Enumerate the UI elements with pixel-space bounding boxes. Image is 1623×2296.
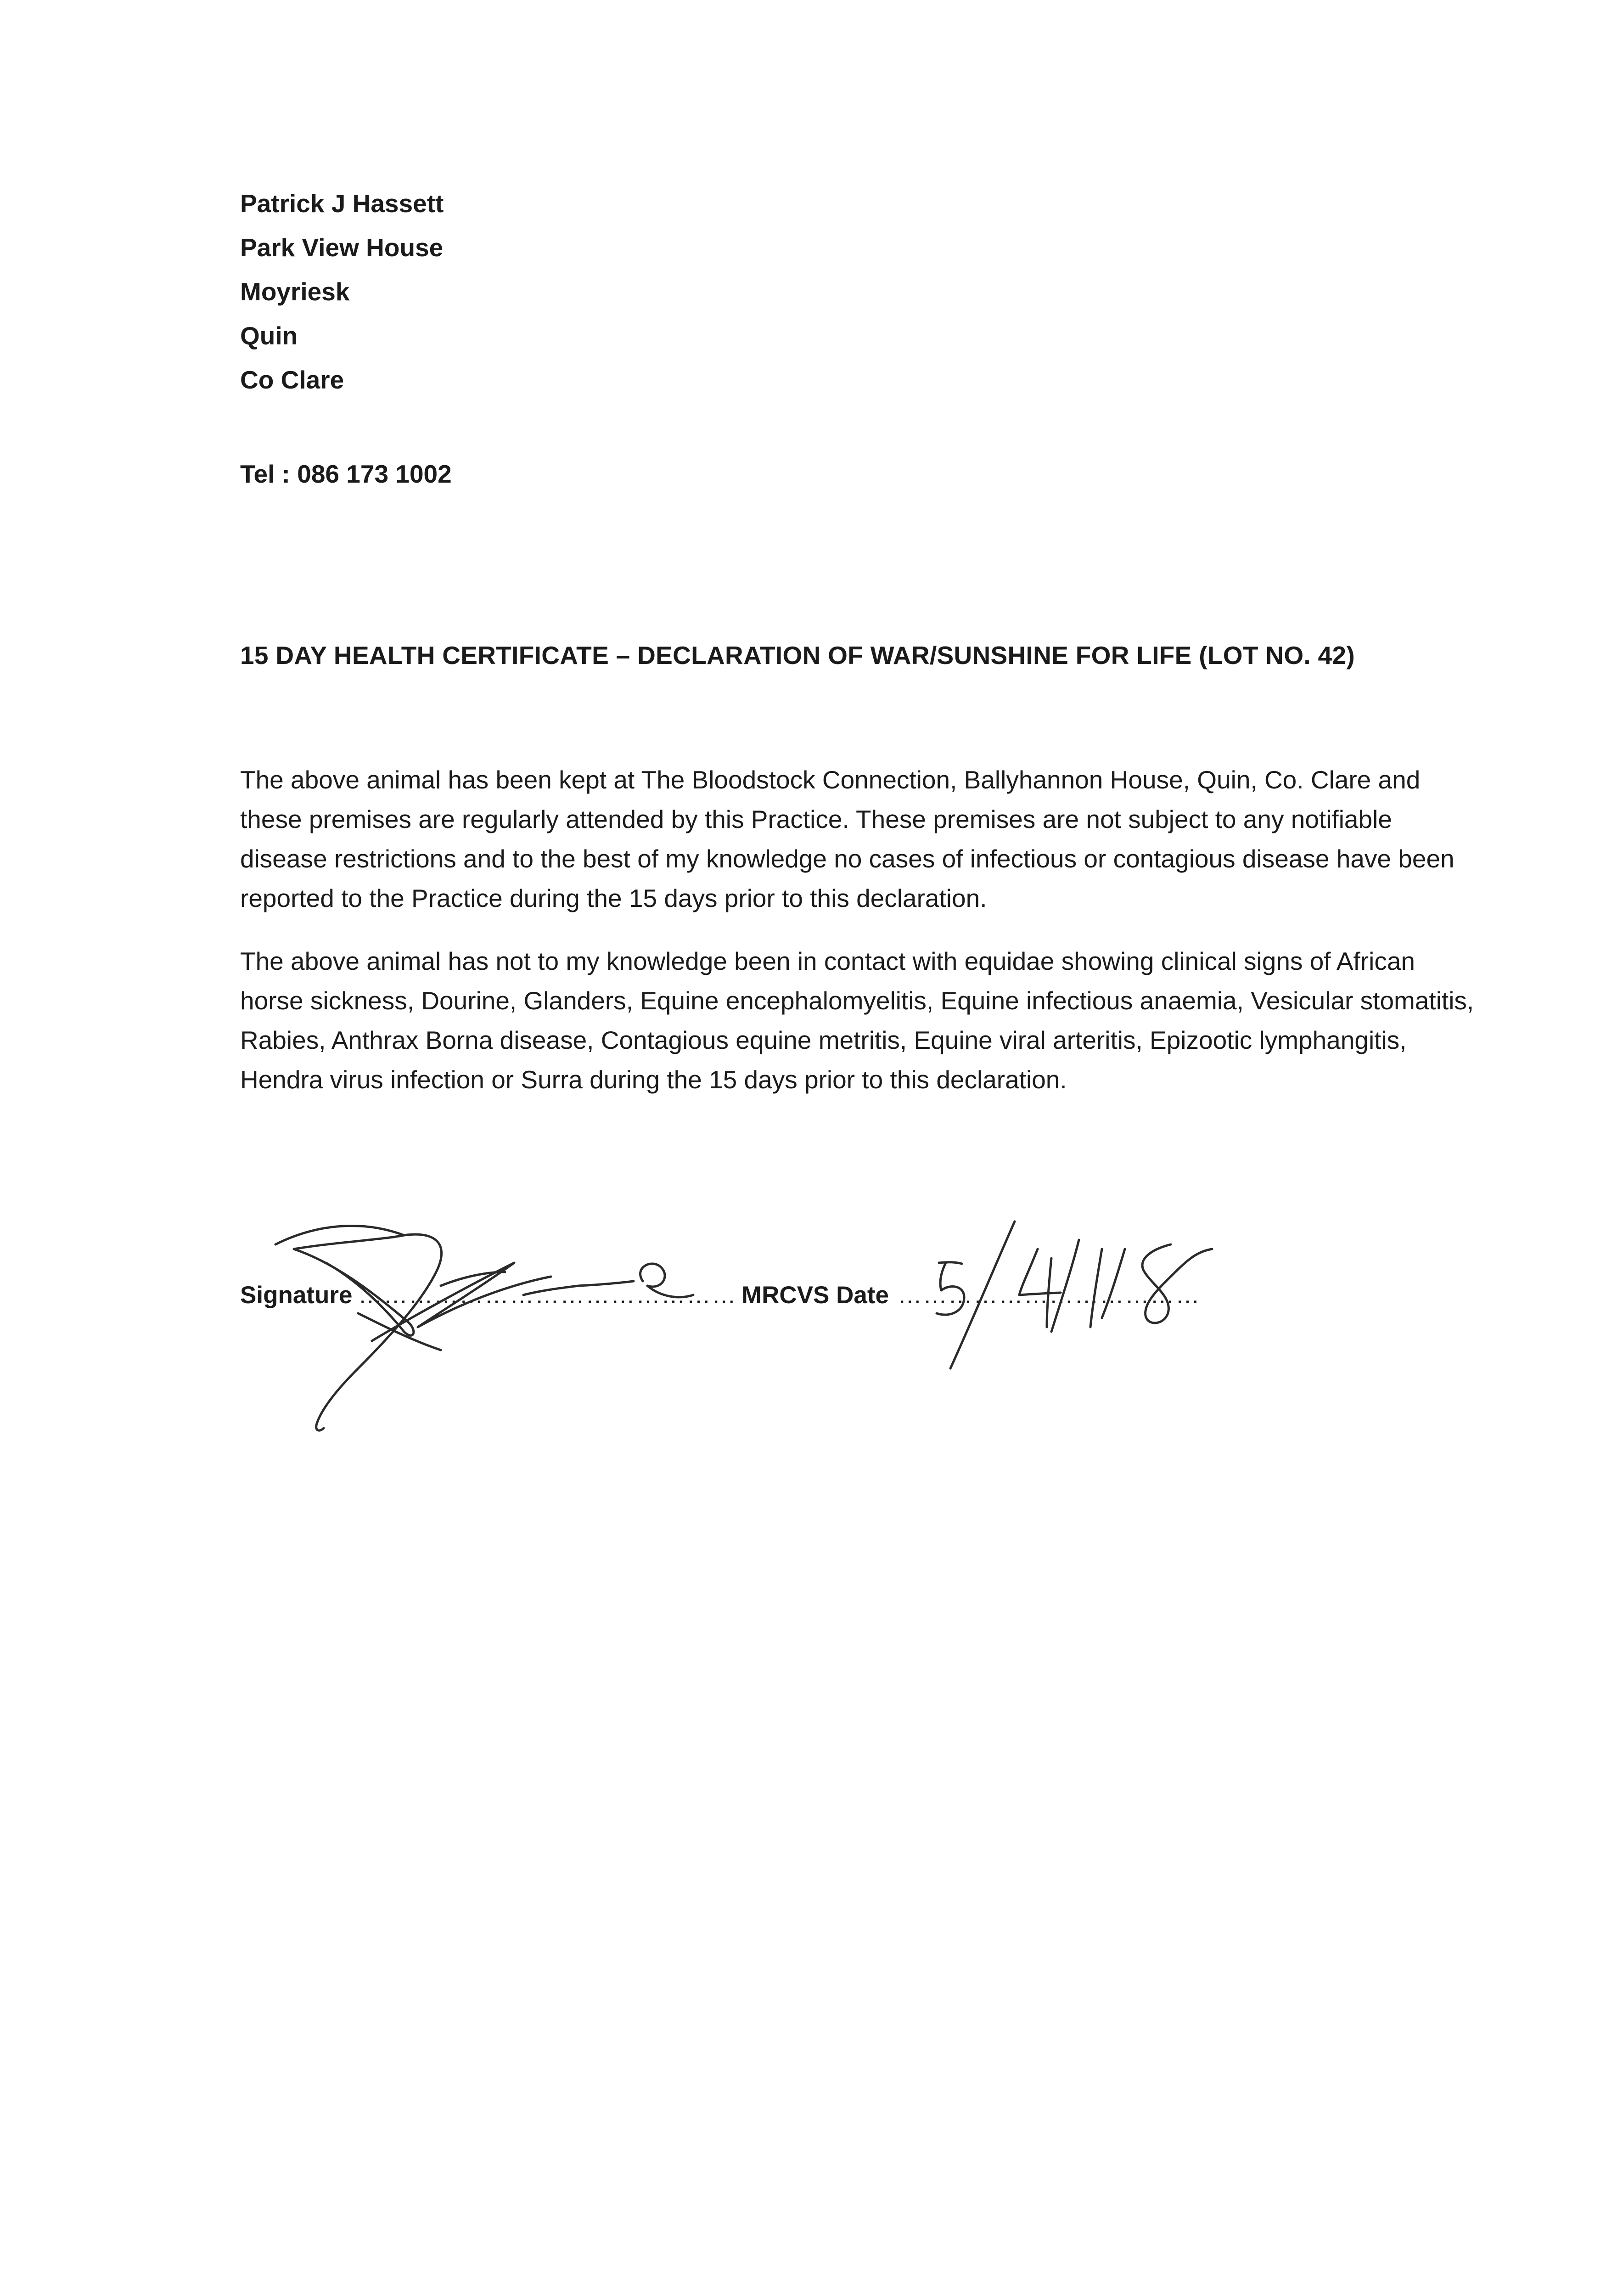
sender-address-block	[240, 181, 444, 402]
signature-dotted-line: ………………………………………	[358, 1282, 737, 1309]
handwritten-signature	[266, 1203, 725, 1442]
address-line-county: Co Clare	[240, 366, 344, 394]
date-label: MRCVS Date	[741, 1282, 889, 1309]
date-dotted-line: ………………………………	[898, 1282, 1201, 1309]
declaration-paragraph-contact: The above animal has not to my knowledge been in contact with equidae showing clinical signs of African horse sickness, Dourine, Glanders, Equine encephalomyelitis, Equine infectious anaemia, Vesicular stomatitis, Rabies, Anthrax Borna disease, Contagious equine metritis, Equine viral arteritis, Epizootic lymphangitis, Hendra virus infection or Surra during the 15 days prior to this declaration.	[240, 947, 1474, 1094]
handwritten-date	[914, 1203, 1235, 1378]
certificate-heading: 15 DAY HEALTH CERTIFICATE – DECLARATION OF WAR/SUNSHINE FOR LIFE (LOT NO. 42)	[240, 641, 1355, 670]
address-line-town: Quin	[240, 321, 298, 350]
telephone-line: Tel : 086 173 1002	[240, 460, 452, 488]
declaration-paragraph-premises: The above animal has been kept at The Bloodstock Connection, Ballyhannon House, Quin, Co. Clare and these premises are regularly attended by this Practice. These premises are not subject to any notifiable disease restrictions and to the best of my knowledge no cases of infectious or contagious disease have been reported to the Practice during the 15 days prior to this declaration.	[240, 765, 1455, 912]
address-line-townland: Moyriesk	[240, 277, 350, 306]
address-line-name: Patrick J Hassett	[240, 189, 444, 218]
address-line-house: Park View House	[240, 233, 444, 262]
signature-label: Signature	[240, 1282, 353, 1309]
